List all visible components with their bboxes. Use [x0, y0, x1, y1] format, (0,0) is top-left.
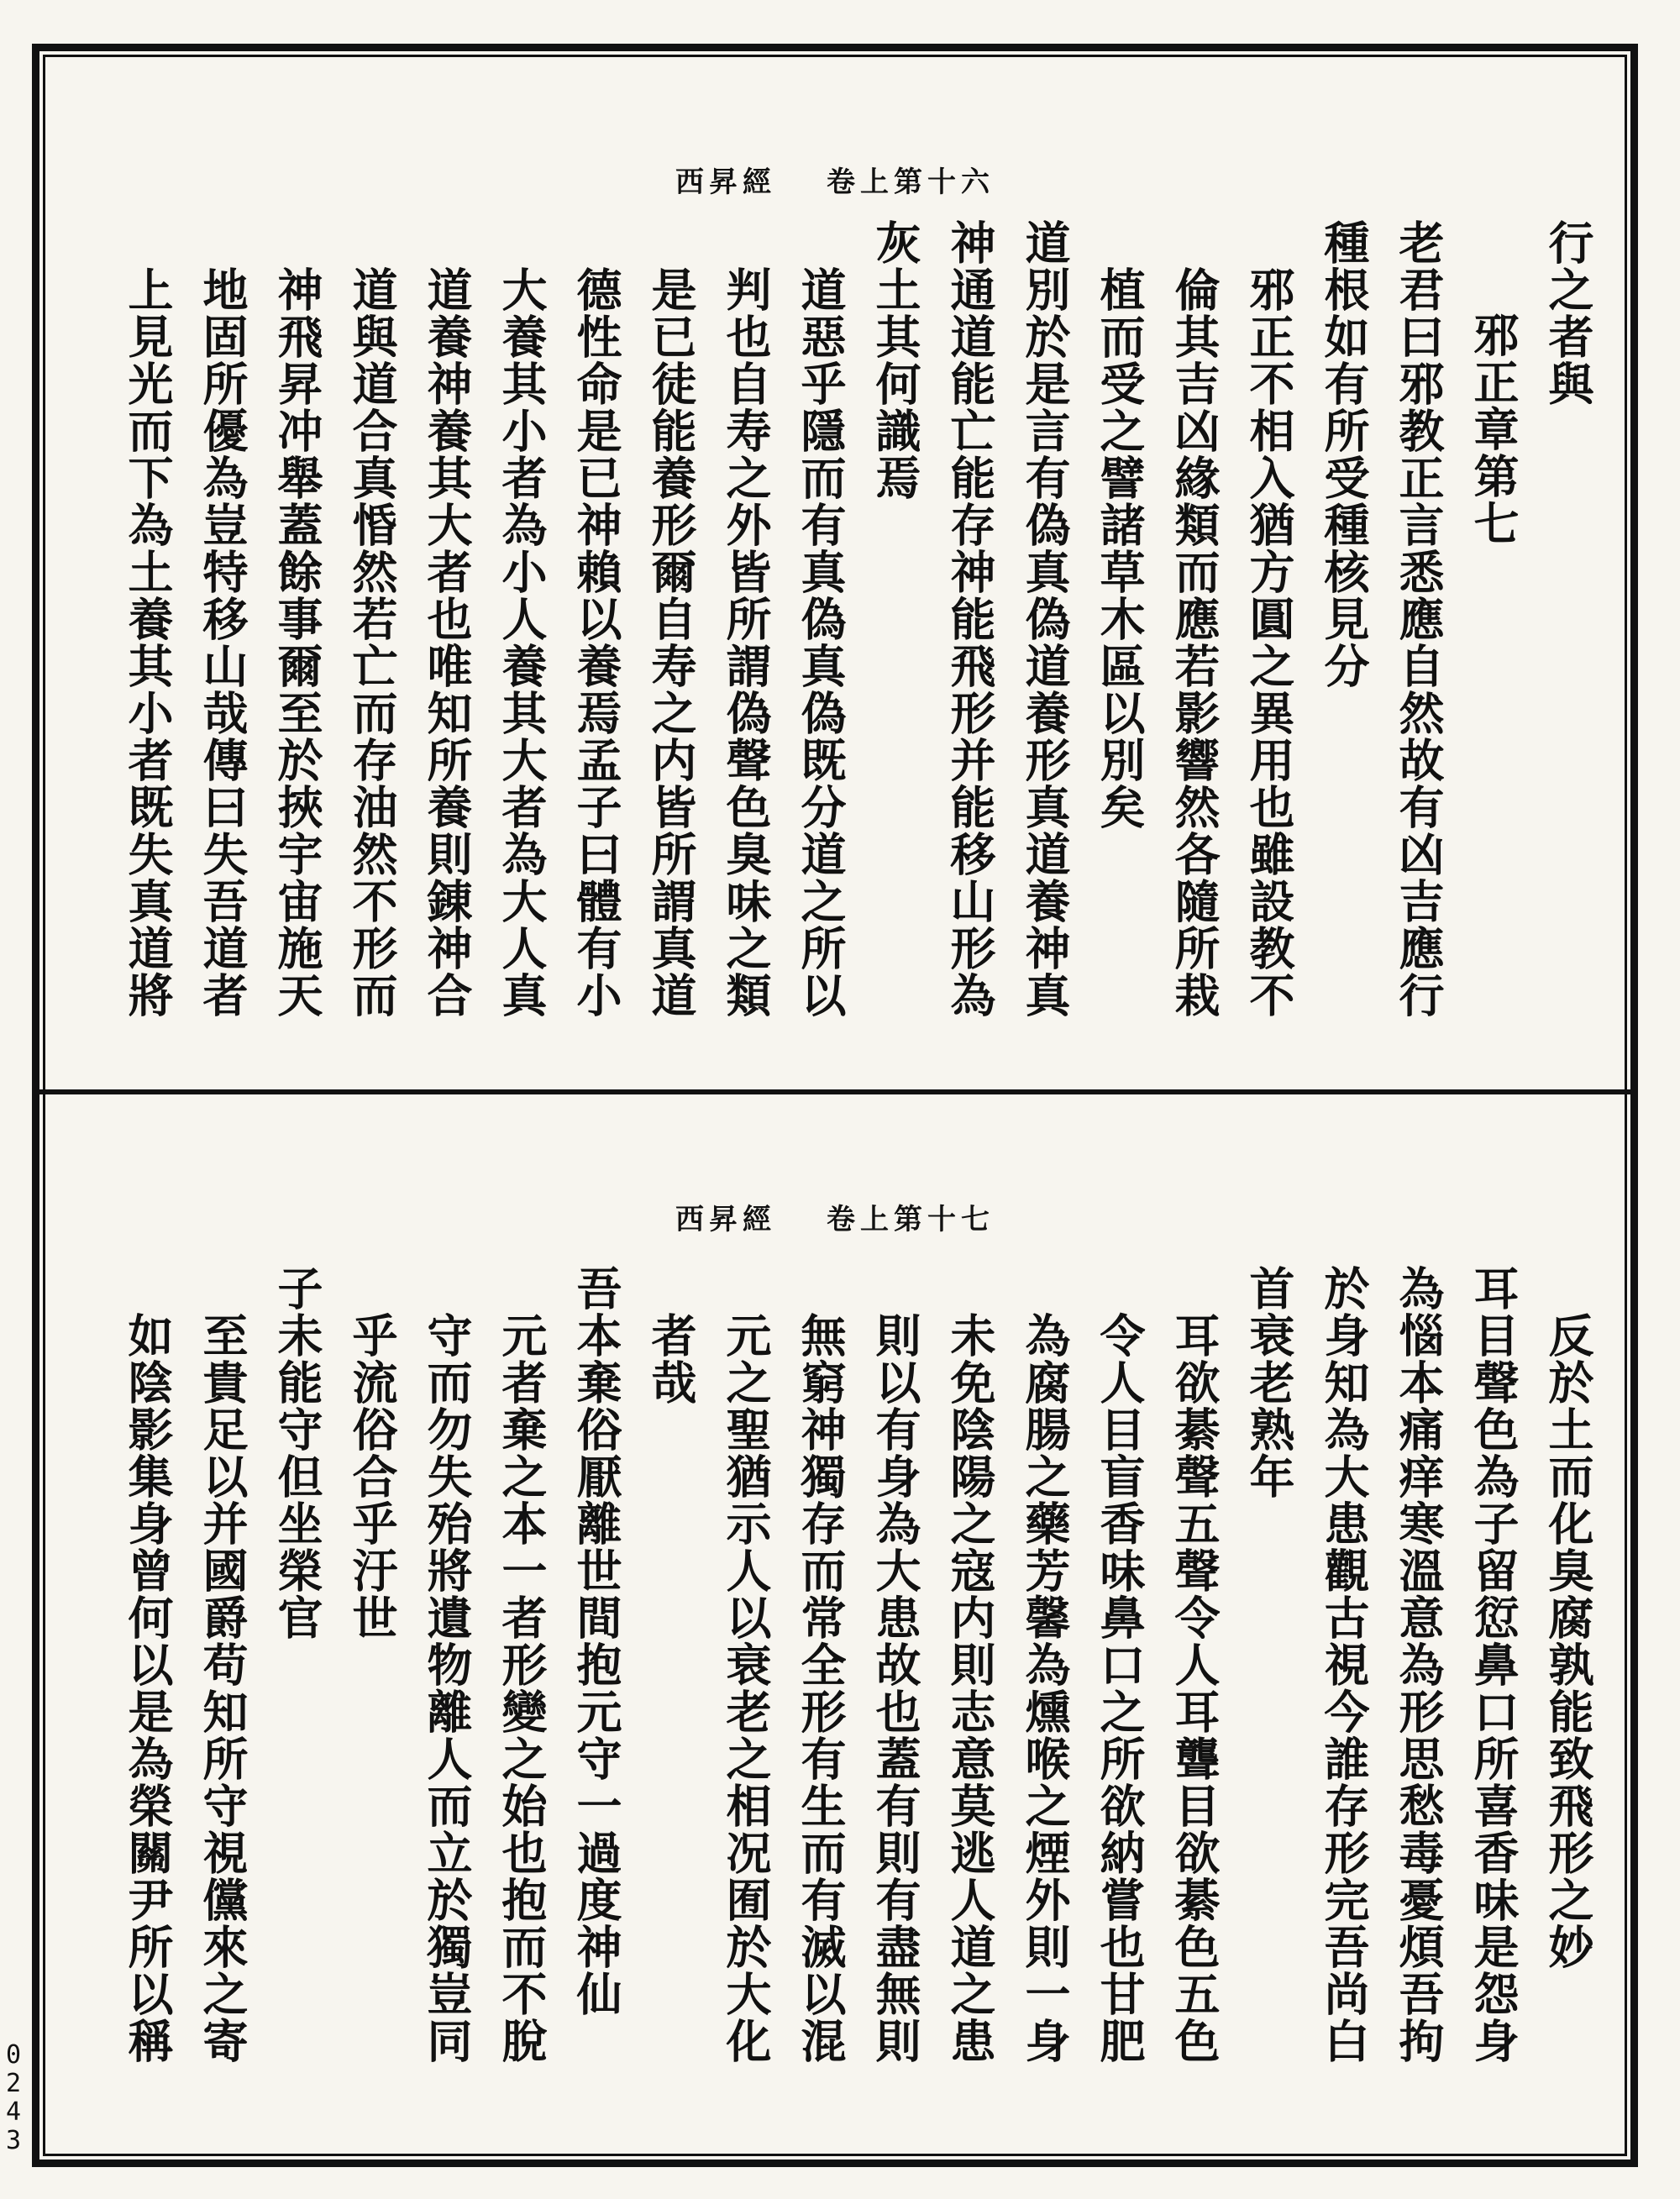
bottom-text-column: 者哉	[644, 1312, 698, 1406]
top-text-column: 道惡乎隱而有真偽真偽既分道之所以	[794, 266, 848, 1019]
top-text-column: 上見光而下為土養其小者既失真道將	[121, 266, 175, 1019]
bottom-text-columns	[65, 1265, 1605, 2134]
page-number: 0 2 4 3	[5, 2040, 22, 2155]
top-text-column: 地固所優為豈特移山哉傳曰失吾道者	[196, 266, 249, 1019]
bottom-text-column: 未免陰陽之寇内則志意莫逃人道之患	[943, 1312, 997, 2065]
bottom-text-column: 元之聖猶示人以衰老之相况囿於大化	[719, 1312, 773, 2065]
bottom-text-column: 吾本棄俗厭離世間抱元守一過度神仙	[570, 1265, 623, 2018]
top-text-column: 灰土其何識焉	[869, 219, 922, 501]
bottom-text-column: 於身知為大患觀古視今誰存形完吾尚白	[1317, 1265, 1371, 2065]
bottom-text-column: 元者棄之本一者形變之始也抱而不脫	[495, 1312, 549, 2065]
top-header-volume: 卷上第十六	[827, 165, 995, 199]
bottom-text-column: 耳欲綦聲五聲令人耳聾目欲綦色五色	[1168, 1312, 1221, 2065]
bottom-text-column: 乎流俗合乎汙世	[345, 1312, 399, 1641]
top-text-column: 邪正章第七	[1467, 312, 1520, 547]
bottom-text-column: 為腐腸之藥芳馨為燻喉之煙外則一身	[1018, 1312, 1072, 2065]
bottom-text-column: 耳目聲色為子留愆鼻口所喜香味是怨身	[1467, 1265, 1520, 2065]
top-text-columns	[65, 219, 1605, 1061]
top-text-column: 大養其小者為小人養其大者為大人真	[495, 266, 549, 1019]
top-page-header	[39, 159, 1630, 200]
top-text-column: 倫其吉凶緣類而應若影響然各隨所栽	[1168, 266, 1221, 1019]
bottom-text-column: 子未能守但坐榮官	[270, 1265, 324, 1641]
top-text-column: 老君曰邪教正言悉應自然故有凶吉應行	[1392, 219, 1446, 1019]
top-text-column: 德性命是已神賴以養焉孟子曰體有小	[570, 266, 623, 1019]
panel-divider	[32, 1089, 1638, 1094]
bottom-text-column: 首衰老熟年	[1242, 1265, 1296, 1500]
top-text-column: 是已徒能養形爾自寿之内皆所謂真道	[644, 266, 698, 1019]
bottom-text-column: 至貴足以并國爵苟知所守視儻來之寄	[196, 1312, 249, 2065]
top-text-column: 種根如有所受種核見分	[1317, 219, 1371, 690]
bottom-text-column: 反於土而化臭腐孰能致飛形之妙	[1541, 1312, 1595, 1971]
bottom-text-column: 守而勿失殆將遺物離人而立於獨豈同	[420, 1312, 474, 2065]
top-text-column: 植而受之譬諸草木區以別矣	[1093, 266, 1147, 831]
top-text-column: 行之者與	[1541, 219, 1595, 407]
top-text-column: 邪正不相入猶方圓之異用也雖設教不	[1242, 266, 1296, 1019]
bottom-text-column: 無窮神獨存而常全形有生而有滅以混	[794, 1312, 848, 2065]
bottom-page-header	[39, 1196, 1630, 1237]
top-text-column: 道養神養其大者也唯知所養則錬神合	[420, 266, 474, 1019]
top-page-panel	[39, 51, 1630, 1086]
bottom-text-column: 則以有身為大患故也蓋有則有盡無則	[869, 1312, 922, 2065]
top-text-column: 神飛昇冲舉蓋餘事爾至於挾宇宙施天	[270, 266, 324, 1019]
top-text-column: 道與道合真惛然若亡而存油然不形而	[345, 266, 399, 1019]
top-text-column: 判也自寿之外皆所謂偽聲色臭味之類	[719, 266, 773, 1019]
bottom-text-column: 為惱本痛痒寒溫意為形思愁毒憂煩吾拘	[1392, 1265, 1446, 2065]
top-header-book-title: 西昇經	[675, 165, 776, 199]
bottom-text-column: 令人目盲香味鼻口之所欲納嘗也甘肥	[1093, 1312, 1147, 2065]
bottom-page-panel	[39, 1097, 1630, 2160]
top-text-column: 道別於是言有偽真偽道養形真道養神真	[1018, 219, 1072, 1019]
top-text-column: 神通道能亡能存神能飛形并能移山形為	[943, 219, 997, 1019]
bottom-text-column: 如陰影集身曾何以是為榮關尹所以稱	[121, 1312, 175, 2065]
bottom-header-book-title: 西昇經	[675, 1203, 776, 1236]
bottom-header-volume: 卷上第十七	[827, 1203, 995, 1236]
